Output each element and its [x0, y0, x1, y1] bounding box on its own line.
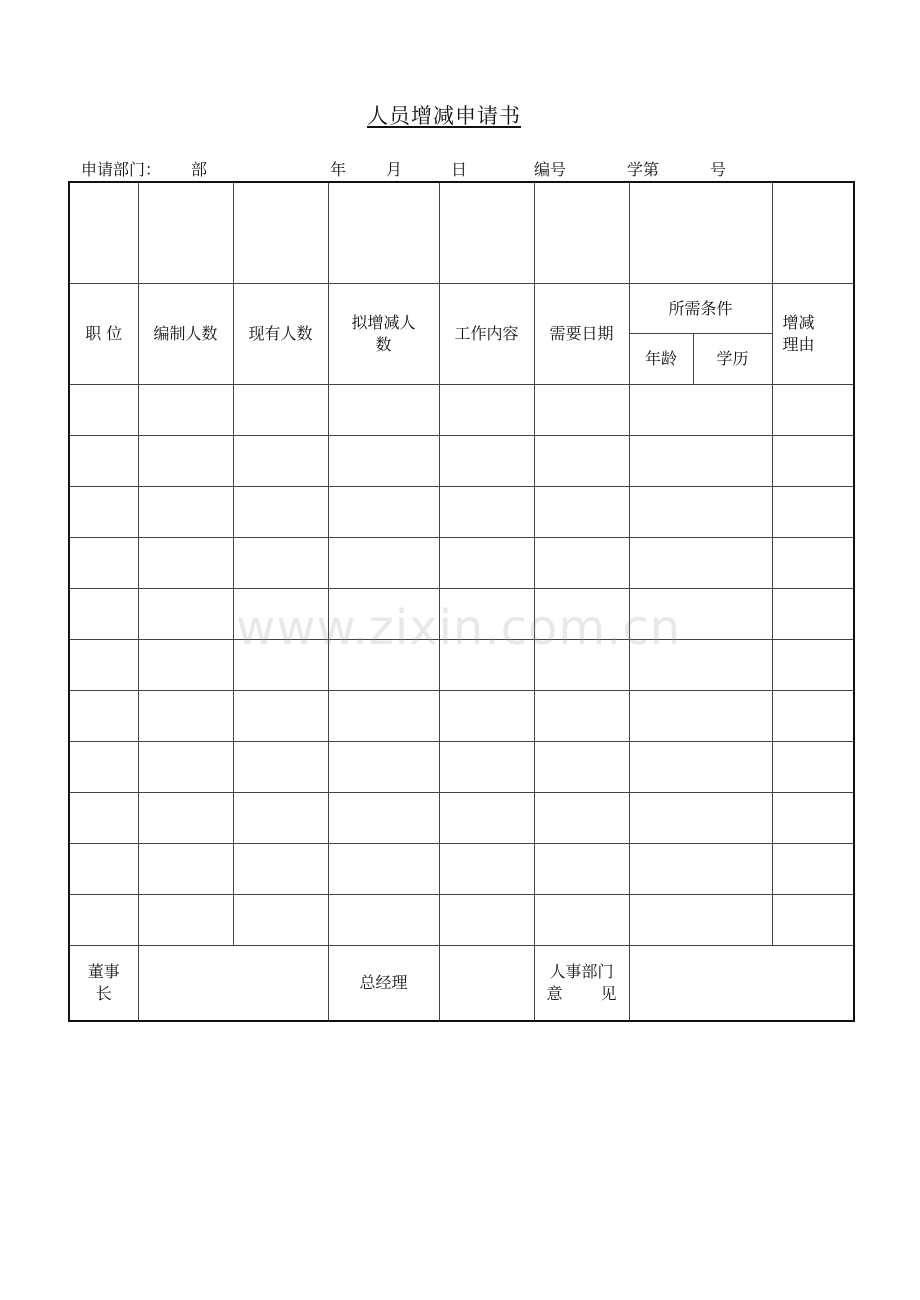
xue-di-label: 学第: [627, 160, 660, 179]
table-row: [69, 589, 854, 640]
cell-date[interactable]: [534, 844, 629, 895]
cell-work[interactable]: [439, 691, 534, 742]
cell-position[interactable]: [69, 436, 138, 487]
chairman-label: 董事 长: [69, 946, 138, 1022]
blank-cell[interactable]: [328, 182, 439, 284]
cell-current[interactable]: [233, 538, 328, 589]
cell-planned[interactable]: [328, 385, 439, 436]
cell-reason[interactable]: [772, 589, 854, 640]
cell-quota[interactable]: [138, 895, 233, 946]
table-row: [69, 895, 854, 946]
cell-position[interactable]: [69, 844, 138, 895]
cell-planned[interactable]: [328, 691, 439, 742]
cell-conditions[interactable]: [629, 691, 772, 742]
approval-row: [69, 946, 854, 1022]
cell-quota[interactable]: [138, 538, 233, 589]
cell-current[interactable]: [233, 895, 328, 946]
day-label: 日: [451, 160, 468, 179]
table-row: [69, 742, 854, 793]
cell-work[interactable]: [439, 640, 534, 691]
cell-date[interactable]: [534, 742, 629, 793]
cell-conditions[interactable]: [629, 895, 772, 946]
cell-reason[interactable]: [772, 742, 854, 793]
cell-quota[interactable]: [138, 487, 233, 538]
table-row: [69, 844, 854, 895]
cell-quota[interactable]: [138, 385, 233, 436]
cell-position[interactable]: [69, 385, 138, 436]
cell-work[interactable]: [439, 538, 534, 589]
blank-cell[interactable]: [233, 182, 328, 284]
header-required-conditions: 所需条件: [629, 284, 772, 334]
cell-date[interactable]: [534, 436, 629, 487]
cell-planned[interactable]: [328, 436, 439, 487]
cell-reason[interactable]: [772, 385, 854, 436]
cell-date[interactable]: [534, 385, 629, 436]
cell-reason[interactable]: [772, 844, 854, 895]
cell-planned[interactable]: [328, 844, 439, 895]
cell-current[interactable]: [233, 691, 328, 742]
cell-work[interactable]: [439, 793, 534, 844]
cell-planned[interactable]: [328, 538, 439, 589]
blank-cell[interactable]: [138, 182, 233, 284]
cell-planned[interactable]: [328, 742, 439, 793]
cell-date[interactable]: [534, 793, 629, 844]
cell-quota[interactable]: [138, 691, 233, 742]
cell-current[interactable]: [233, 385, 328, 436]
cell-conditions[interactable]: [629, 640, 772, 691]
blank-cell[interactable]: [629, 182, 772, 284]
cell-work[interactable]: [439, 844, 534, 895]
cell-quota[interactable]: [138, 844, 233, 895]
cell-conditions[interactable]: [629, 793, 772, 844]
cell-current[interactable]: [233, 742, 328, 793]
cell-conditions[interactable]: [629, 742, 772, 793]
cell-date[interactable]: [534, 538, 629, 589]
cell-reason[interactable]: [772, 691, 854, 742]
hao-label: 号: [710, 160, 727, 179]
cell-reason[interactable]: [772, 436, 854, 487]
cell-date[interactable]: [534, 589, 629, 640]
table-row: [69, 793, 854, 844]
cell-position[interactable]: [69, 487, 138, 538]
header-change-reason: 增减 理由: [772, 284, 854, 385]
cell-reason[interactable]: [772, 793, 854, 844]
blank-cell[interactable]: [534, 182, 629, 284]
cell-reason[interactable]: [772, 538, 854, 589]
cell-current[interactable]: [233, 640, 328, 691]
cell-quota[interactable]: [138, 436, 233, 487]
cell-work[interactable]: [439, 487, 534, 538]
watermark-text: www.zixin.com.cn: [236, 600, 682, 656]
cell-planned[interactable]: [328, 589, 439, 640]
hr-opinion-label: 人事部门 意 见: [534, 946, 629, 1022]
cell-conditions[interactable]: [629, 487, 772, 538]
cell-current[interactable]: [233, 844, 328, 895]
number-label: 编号: [534, 160, 567, 179]
cell-conditions[interactable]: [629, 589, 772, 640]
cell-conditions[interactable]: [629, 538, 772, 589]
cell-conditions[interactable]: [629, 436, 772, 487]
header-position: 职 位: [69, 284, 138, 385]
header-quota: 编制人数: [138, 284, 233, 385]
table-row: [69, 385, 854, 436]
cell-date[interactable]: [534, 895, 629, 946]
cell-position[interactable]: [69, 691, 138, 742]
header-education: 学历: [693, 334, 772, 385]
cell-position[interactable]: [69, 589, 138, 640]
cell-quota[interactable]: [138, 589, 233, 640]
header-current: 现有人数: [233, 284, 328, 385]
cell-current[interactable]: [233, 589, 328, 640]
cell-quota[interactable]: [138, 793, 233, 844]
cell-work[interactable]: [439, 436, 534, 487]
header-age: 年龄: [629, 334, 693, 385]
cell-position[interactable]: [69, 895, 138, 946]
cell-quota[interactable]: [138, 742, 233, 793]
page-title: 人员增减申请书: [367, 104, 521, 128]
application-form-table: [68, 181, 855, 1022]
cell-work[interactable]: [439, 895, 534, 946]
blank-cell[interactable]: [439, 182, 534, 284]
blank-top-row: [69, 182, 854, 284]
general-manager-label: 总经理: [328, 946, 439, 1022]
blank-cell[interactable]: [69, 182, 138, 284]
cell-reason[interactable]: [772, 895, 854, 946]
cell-planned[interactable]: [328, 487, 439, 538]
cell-date[interactable]: [534, 691, 629, 742]
cell-date[interactable]: [534, 487, 629, 538]
general-manager-signature-field[interactable]: [439, 946, 534, 1022]
cell-current[interactable]: [233, 436, 328, 487]
month-label: 月: [386, 160, 403, 179]
cell-work[interactable]: [439, 742, 534, 793]
cell-position[interactable]: [69, 793, 138, 844]
cell-reason[interactable]: [772, 487, 854, 538]
table-row: [69, 538, 854, 589]
cell-work[interactable]: [439, 385, 534, 436]
cell-position[interactable]: [69, 742, 138, 793]
header-planned-change: 拟增减人 数: [328, 284, 439, 385]
cell-current[interactable]: [233, 793, 328, 844]
cell-planned[interactable]: [328, 895, 439, 946]
blank-cell[interactable]: [772, 182, 854, 284]
header-required-date: 需要日期: [534, 284, 629, 385]
table-header-row: [69, 284, 854, 334]
cell-reason[interactable]: [772, 640, 854, 691]
table-row: [69, 436, 854, 487]
chairman-signature-field[interactable]: [138, 946, 328, 1022]
hr-opinion-field[interactable]: [629, 946, 854, 1022]
header-work-content: 工作内容: [439, 284, 534, 385]
cell-position[interactable]: [69, 538, 138, 589]
table-row: [69, 640, 854, 691]
cell-work[interactable]: [439, 589, 534, 640]
cell-position[interactable]: [69, 640, 138, 691]
cell-date[interactable]: [534, 640, 629, 691]
year-label: 年: [330, 160, 347, 179]
cell-quota[interactable]: [138, 640, 233, 691]
department-suffix: 部: [191, 160, 208, 179]
cell-conditions[interactable]: [629, 844, 772, 895]
table-row: [69, 691, 854, 742]
cell-planned[interactable]: [328, 793, 439, 844]
cell-conditions[interactable]: [629, 385, 772, 436]
table-row: [69, 487, 854, 538]
department-label: 申请部门：: [81, 160, 162, 179]
cell-current[interactable]: [233, 487, 328, 538]
cell-planned[interactable]: [328, 640, 439, 691]
